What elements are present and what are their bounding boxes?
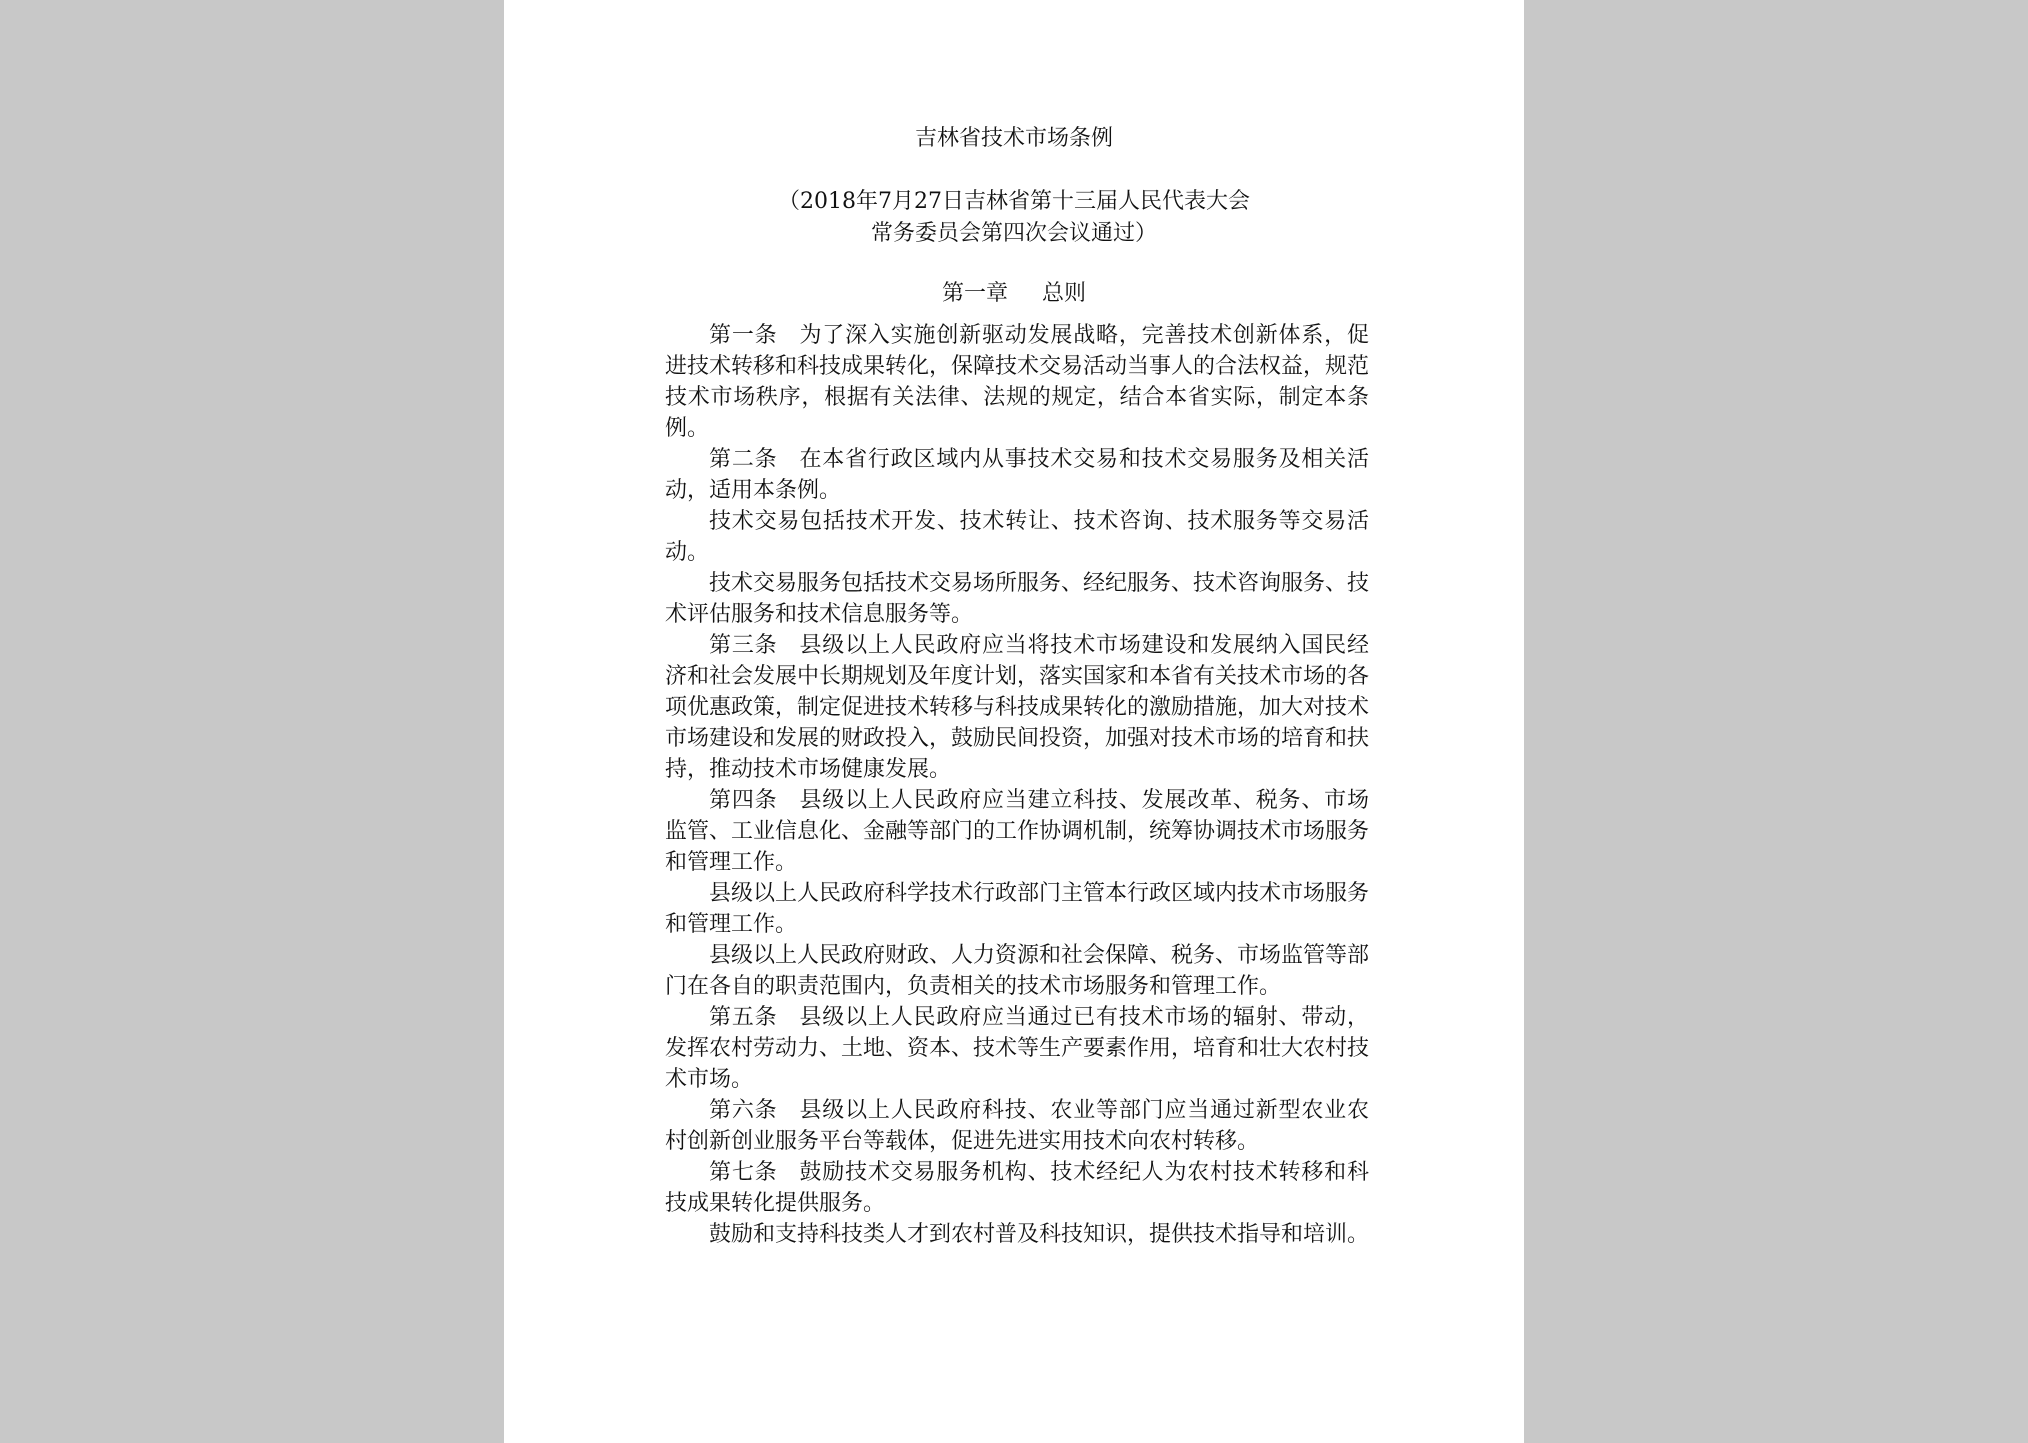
paragraph-text: 县级以上人民政府科学技术行政部门主管本行政区域内技术市场服务和管理工作。 — [665, 881, 1370, 937]
paragraph-text: 县级以上人民政府科技、农业等部门应当通过新型农业农村创新创业服务平台等载体，促进先进实用技术向农村转移。 — [665, 1098, 1369, 1154]
document-page — [504, 0, 1524, 1443]
article-number: 第一条 — [709, 323, 778, 348]
chapter-name: 总则 — [1042, 281, 1087, 306]
paragraph — [665, 878, 1369, 940]
paragraph — [665, 1219, 1369, 1250]
paragraph — [665, 320, 1369, 444]
article-number: 第四条 — [709, 788, 778, 813]
paragraph — [665, 444, 1369, 506]
paragraph-text: 鼓励技术交易服务机构、技术经纪人为农村技术转移和科技成果转化提供服务。 — [665, 1160, 1369, 1216]
paragraph — [665, 506, 1369, 568]
paragraph-text: 县级以上人民政府应当通过已有技术市场的辐射、带动，发挥农村劳动力、土地、资本、技术等生产要素作用，培育和壮大农村技术市场。 — [665, 1005, 1370, 1092]
article-number: 第三条 — [709, 633, 778, 658]
article-number: 第六条 — [709, 1098, 778, 1123]
document-title: 吉林省技术市场条例 — [914, 126, 1113, 151]
article-number: 第二条 — [709, 447, 778, 472]
adoption-note-line: （2018年7月27日吉林省第十三届人民代表大会 — [778, 189, 1250, 214]
paragraph — [665, 785, 1369, 878]
paragraph-text: 为了深入实施创新驱动发展战略，完善技术创新体系，促进技术转移和科技成果转化，保障技术交易活动当事人的合法权益，规范技术市场秩序，根据有关法律、法规的规定，结合本省实际，制定本条例。 — [665, 323, 1370, 441]
article-number: 第七条 — [709, 1160, 778, 1185]
paragraph — [665, 1002, 1369, 1095]
adoption-note — [504, 186, 1524, 250]
article-number: 第五条 — [709, 1005, 778, 1030]
chapter-number: 第一章 — [941, 281, 1008, 306]
document-body — [665, 320, 1369, 1250]
adoption-note-line: 常务委员会第四次会议通过） — [870, 221, 1157, 246]
chapter-heading — [504, 279, 1524, 309]
paragraph-text: 技术交易包括技术开发、技术转让、技术咨询、技术服务等交易活动。 — [665, 509, 1369, 565]
paragraph-text: 县级以上人民政府应当将技术市场建设和发展纳入国民经济和社会发展中长期规划及年度计划，落实国家和本省有关技术市场的各项优惠政策，制定促进技术转移与科技成果转化的激励措施，加大对技术市场建设和发展的财政投入，鼓励民间投资，加强对技术市场的培育和扶持，推动技术市场健康发展。 — [665, 633, 1370, 782]
paragraph — [665, 1095, 1369, 1157]
paragraph-text: 技术交易服务包括技术交易场所服务、经纪服务、技术咨询服务、技术评估服务和技术信息服务等。 — [665, 571, 1370, 627]
paragraph — [665, 568, 1369, 630]
paragraph — [665, 630, 1369, 785]
paragraph-text: 在本省行政区域内从事技术交易和技术交易服务及相关活动，适用本条例。 — [665, 447, 1369, 503]
paragraph-text: 县级以上人民政府财政、人力资源和社会保障、税务、市场监管等部门在各自的职责范围内，负责相关的技术市场服务和管理工作。 — [665, 943, 1370, 999]
paragraph-text: 鼓励和支持科技类人才到农村普及科技知识，提供技术指导和培训。 — [709, 1222, 1370, 1247]
paragraph — [665, 940, 1369, 1002]
paragraph-text: 县级以上人民政府应当建立科技、发展改革、税务、市场监管、工业信息化、金融等部门的工作协调机制，统筹协调技术市场服务和管理工作。 — [665, 788, 1370, 875]
paragraph — [665, 1157, 1369, 1219]
